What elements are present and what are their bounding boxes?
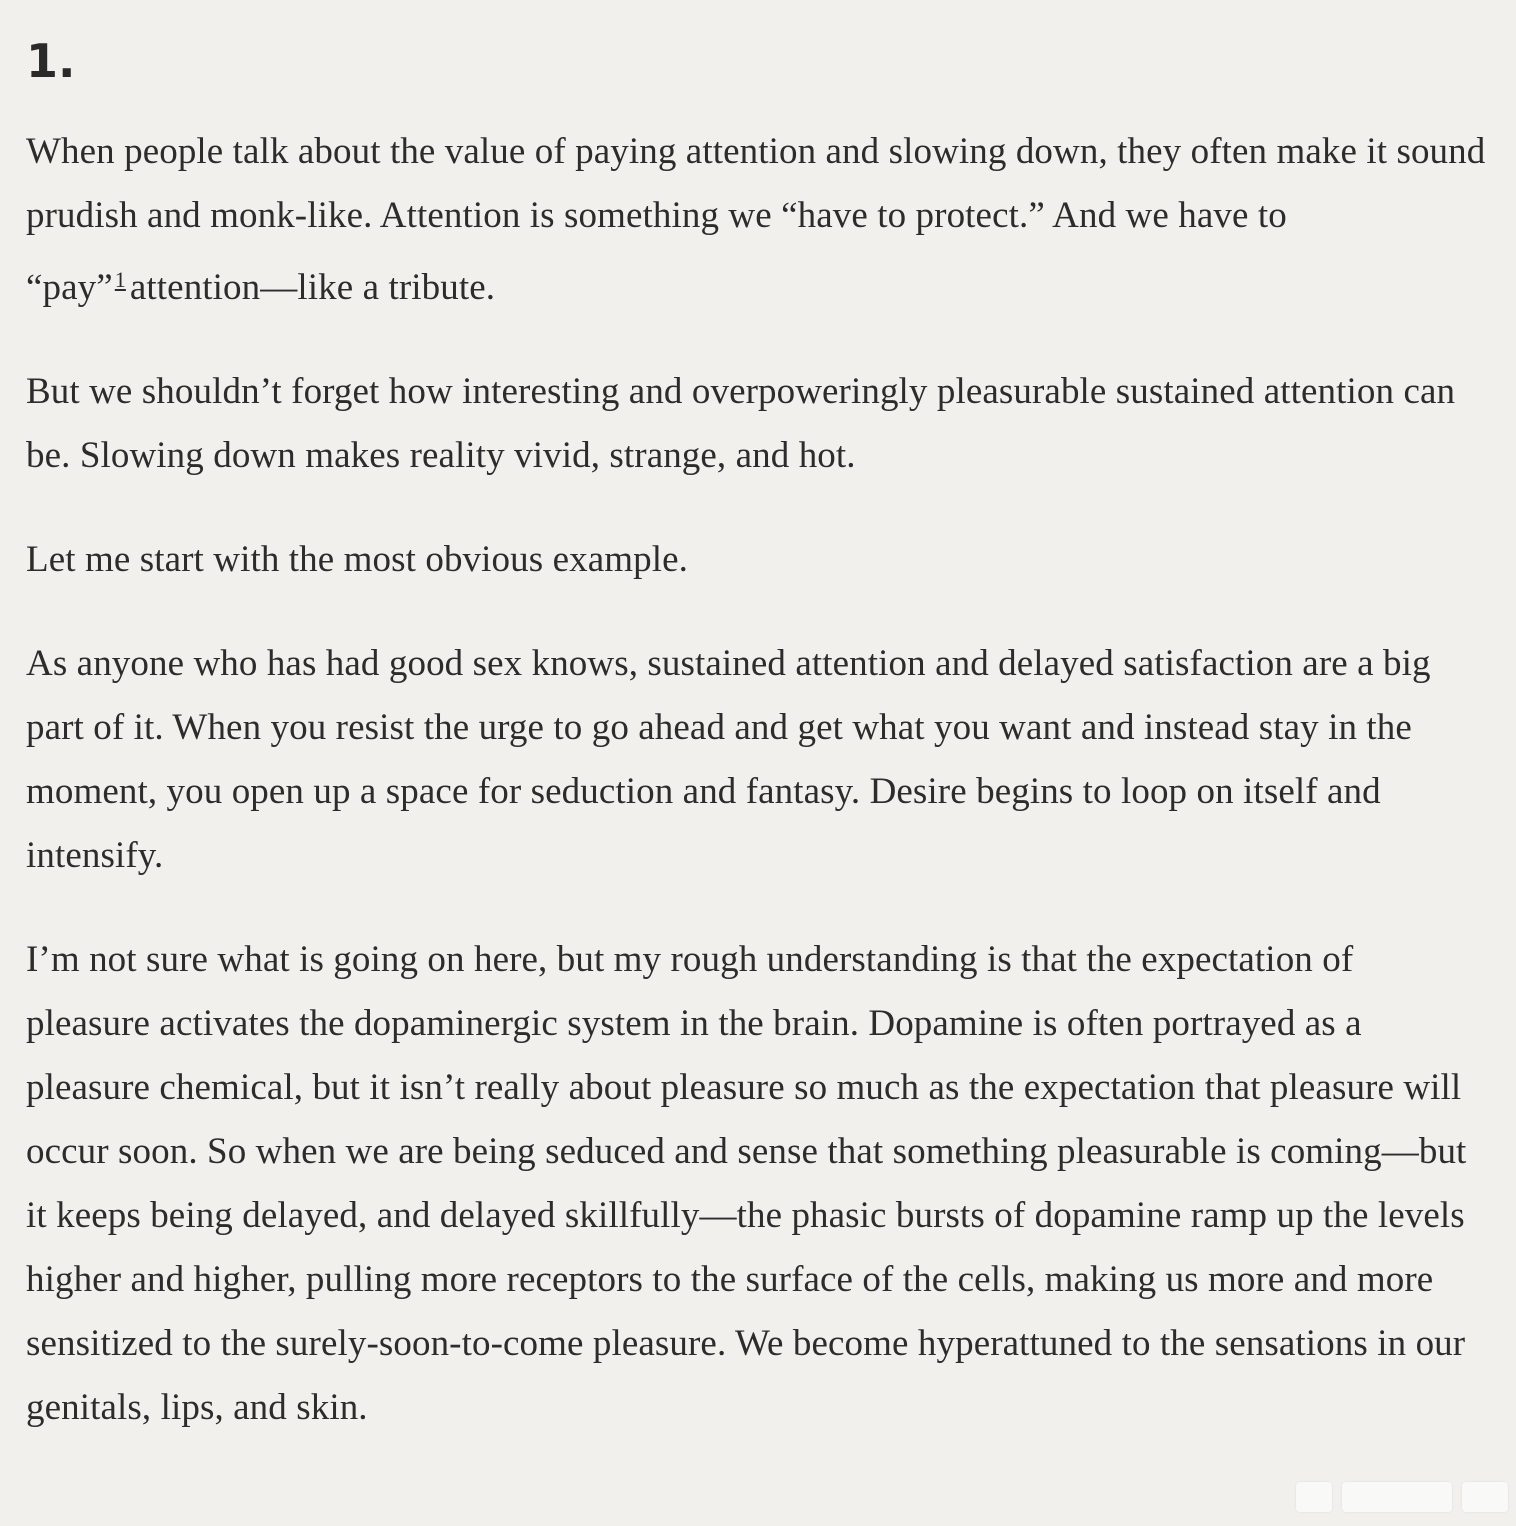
watermark-mark <box>1342 1482 1452 1512</box>
watermark-mark <box>1462 1482 1508 1512</box>
paragraph-2: But we shouldn’t forget how interesting and overpoweringly pleasurable sustained attention can be. Slowing down makes reality vivid, strange, and hot. <box>26 371 1456 476</box>
paragraph-4: As anyone who has had good sex knows, sustained attention and delayed satisfaction are a big part of it. When you resist the urge to go ahead and get what you want and instead stay in the moment, you open up a space for seduction and fantasy. Desire begins to loop on itself and intensify. <box>26 643 1431 876</box>
section-number-heading: 1. <box>26 34 76 88</box>
paragraph-1-text-before: When people talk about the value of paying attention and slowing down, they often make it sound prudish and monk-like. Attention is something we “have to protect.” And we have to “pay” <box>26 131 1486 308</box>
watermark-mark <box>1296 1482 1332 1512</box>
paragraph-1-text-after: attention—like a tribute. <box>129 267 496 308</box>
paragraph-1 <box>26 120 1486 320</box>
footnote-link-1[interactable]: 1 <box>114 267 126 292</box>
paragraph-5: I’m not sure what is going on here, but my rough understanding is that the expectation of pleasure activates the dopaminergic system in the brain. Dopamine is often portrayed as a pleasure chemical, but it isn’t really about pleasure so much as the expectation that pleasure will occur soon. So when we are being seduced and sense that something pleasurable is coming—but it keeps being delayed, and delayed skillfully—the phasic bursts of dopamine ramp up the levels higher and higher, pulling more receptors to the surface of the cells, making us more and more sensitized to the surely-soon-to-come pleasure. We become hyperattuned to the sensations in our genitals, lips, and skin. <box>26 939 1467 1428</box>
watermark-logo <box>1296 1482 1508 1512</box>
paragraph-3: Let me start with the most obvious example. <box>26 539 688 580</box>
